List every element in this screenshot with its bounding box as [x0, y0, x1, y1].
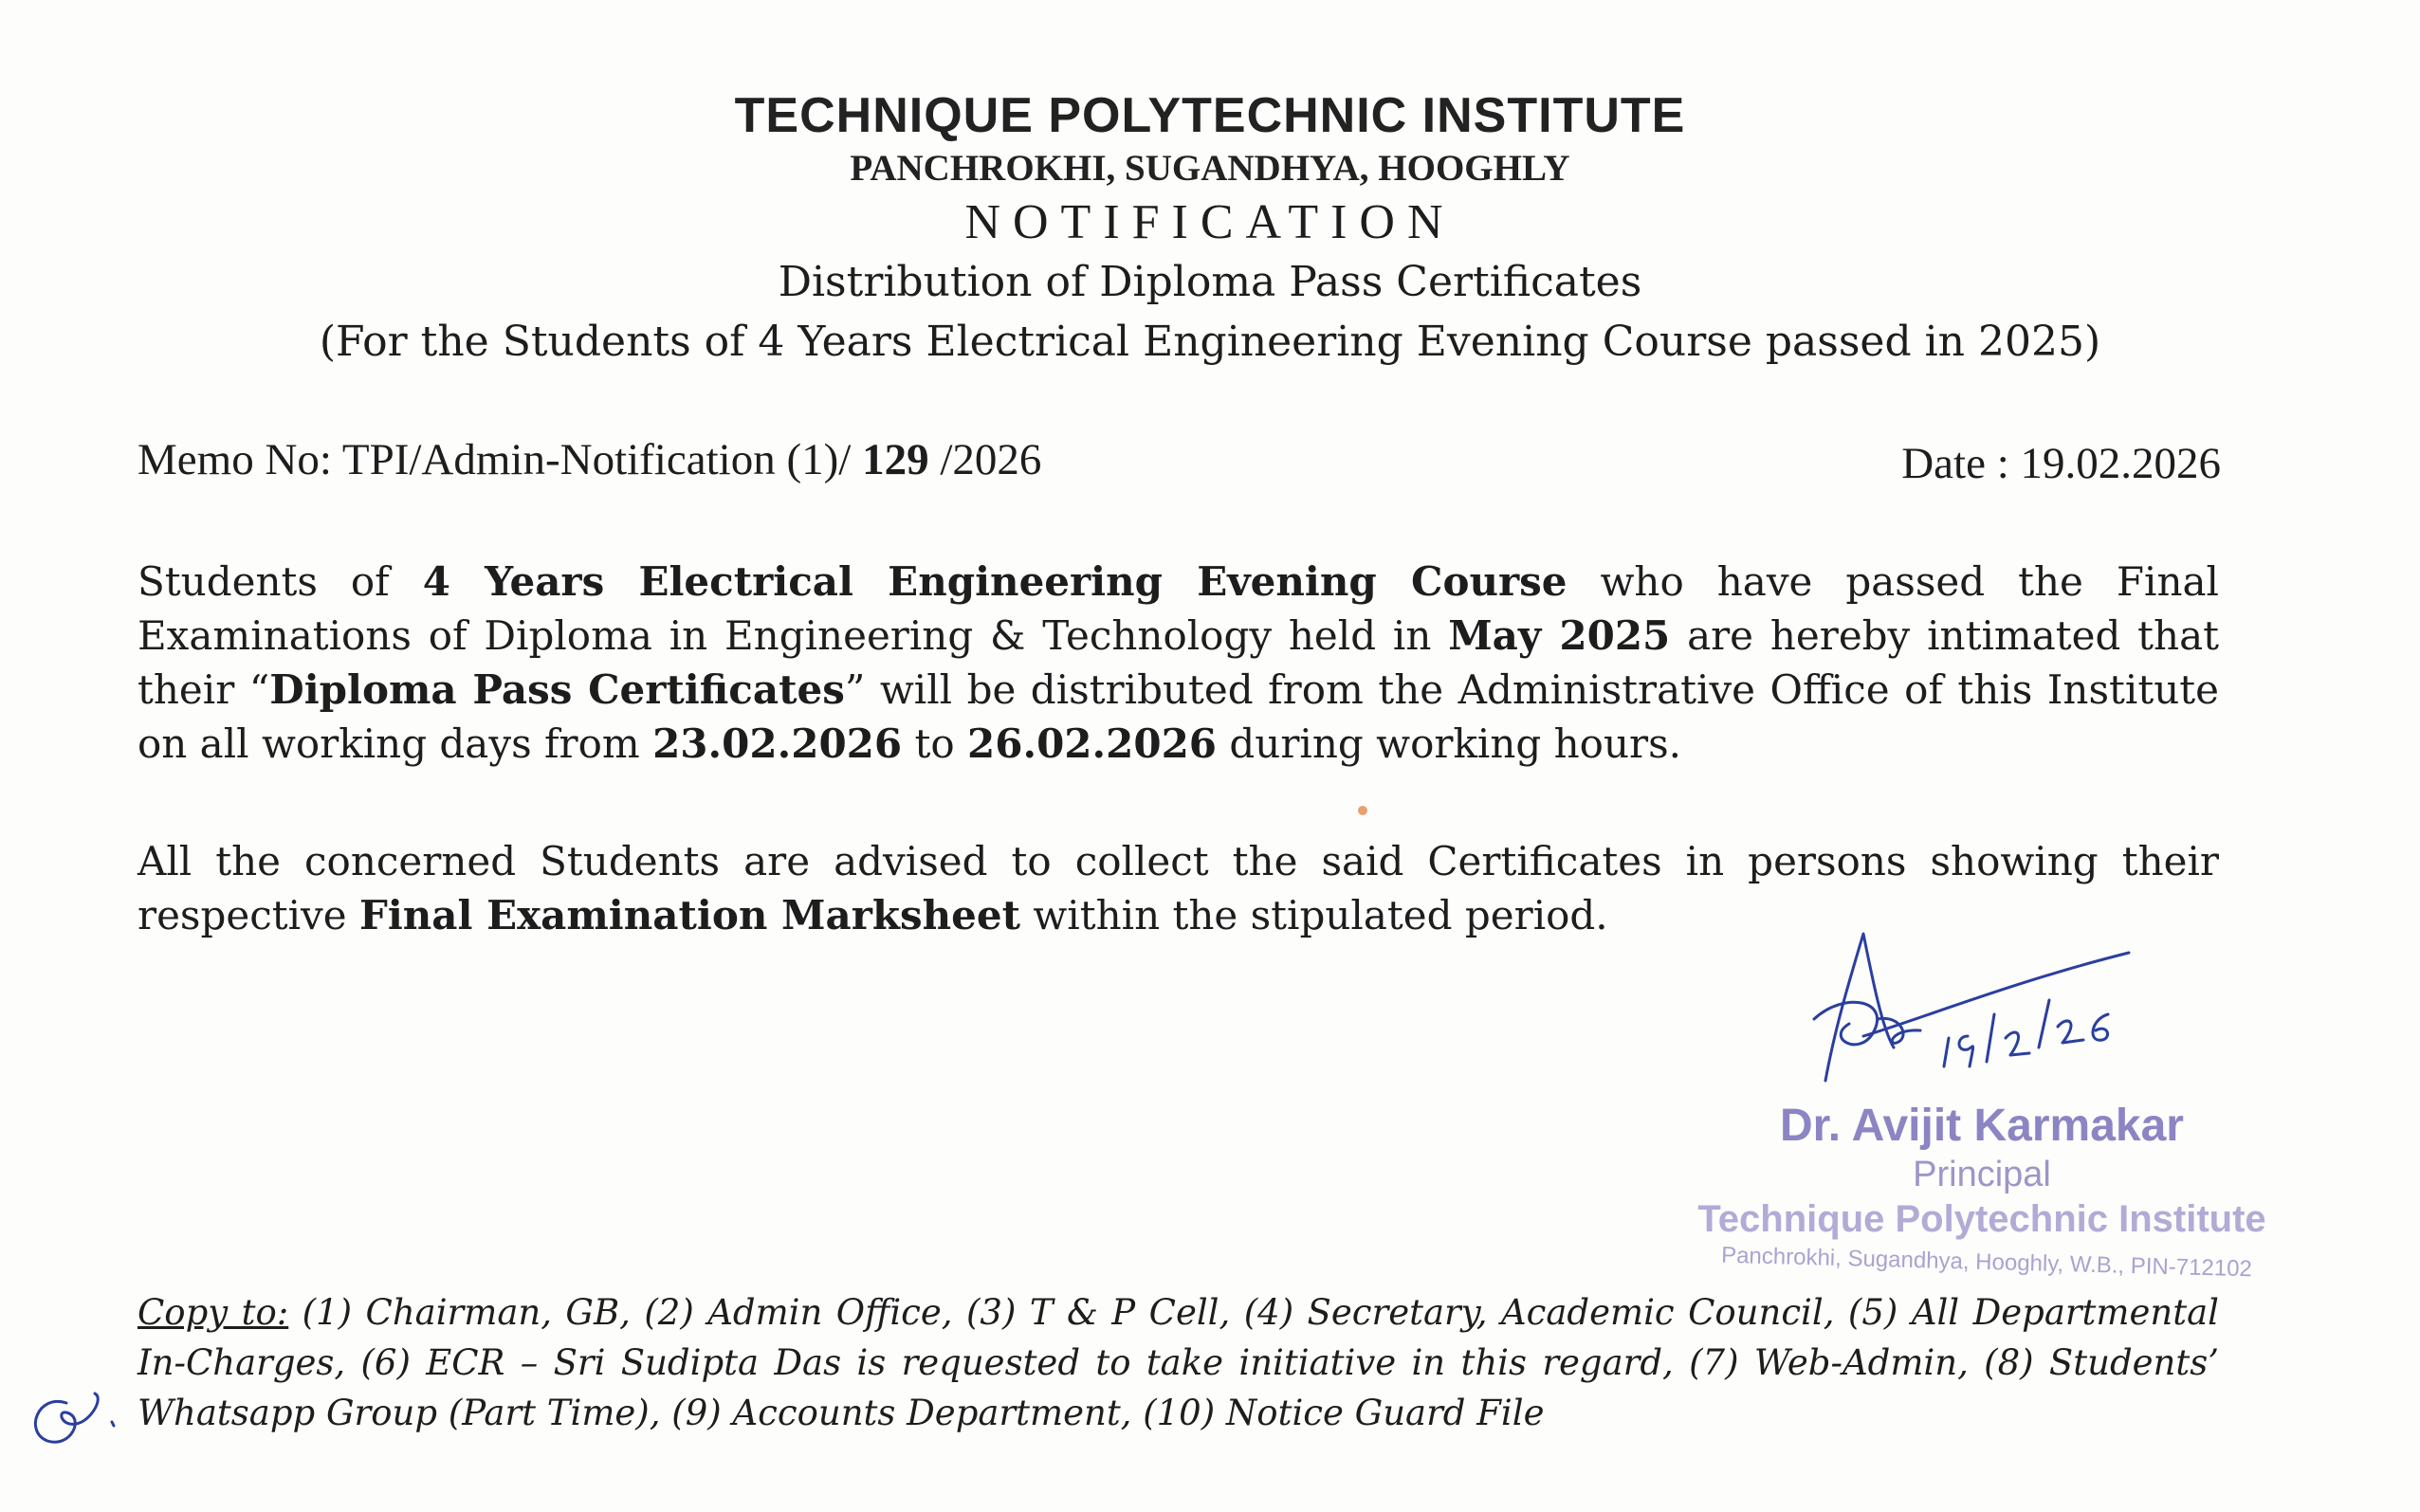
copy-to-list [138, 1287, 2219, 1438]
copy-to-label: Copy to: [138, 1292, 289, 1333]
principal-signature [1806, 924, 2186, 1114]
handwritten-initials [19, 1375, 123, 1460]
p1-text-6: during working hours. [1217, 720, 1681, 767]
institute-name: TECHNIQUE POLYTECHNIC INSTITUTE [734, 88, 1686, 143]
memo-suffix: /2026 [928, 435, 1042, 484]
p1-start-date: 23.02.2026 [652, 720, 903, 767]
notice-date [1901, 438, 2221, 489]
p2-marksheet: Final Examination Marksheet [359, 892, 1020, 938]
p2-text-1: All the concerned Students are advised to collect the said Certificates in persons showing their respective [138, 838, 2219, 938]
memo-serial: 129 [862, 435, 929, 484]
p2-text-2: within the stipulated period. [1020, 892, 1608, 938]
p1-course: 4 Years Electrical Engineering Evening Course [422, 558, 1568, 605]
stamp-institute: Technique Polytechnic Institute [1697, 1198, 2266, 1240]
p1-text-4: ” will be distributed from the Administrative Office of this Institute on all working days from [138, 666, 2219, 767]
p1-certificate: Diploma Pass Certificates [269, 666, 845, 713]
notice-course-line: (For the Students of 4 Years Electrical Engineering Evening Course passed in 2025) [319, 318, 2101, 366]
principal-name: Dr. Avijit Karmakar [1780, 1101, 2184, 1151]
p1-text-5: to [902, 720, 967, 767]
p1-text-2: who have passed the Final Examinations of Diploma in Engineering & Technology held in [138, 558, 2219, 659]
ink-dot [1358, 806, 1367, 815]
memo-number [138, 434, 1041, 485]
notice-subject: Distribution of Diploma Pass Certificates [778, 258, 1642, 306]
p1-text-1: Students of [138, 558, 423, 605]
body-paragraph-1 [138, 555, 2219, 771]
date-label: Date : [1901, 439, 2021, 488]
handwritten-date [1944, 1000, 2108, 1066]
notification-heading: NOTIFICATION [964, 195, 1456, 249]
institute-address: PANCHROKHI, SUGANDHYA, HOOGHLY [850, 148, 1570, 189]
p1-text-3: are hereby intimated that their “ [138, 612, 2220, 713]
p1-end-date: 26.02.2026 [967, 720, 1218, 767]
date-value: 19.02.2026 [2020, 439, 2221, 488]
memo-prefix: Memo No: TPI/Admin-Notification (1)/ [138, 435, 863, 484]
principal-title: Principal [1913, 1155, 2051, 1194]
stamp-address: Panchrokhi, Sugandhya, Hooghly, W.B., PIN-712102 [1720, 1242, 2253, 1283]
p1-exam-month: May 2025 [1448, 612, 1671, 659]
copy-to-recipients: (1) Chairman, GB, (2) Admin Office, (3) T & P Cell, (4) Secretary, Academic Council, (5) All Departmental In-Charges, (6) ECR – Sri Sudipta Das is requested to take initiative in this regard, (7) Web-Admin, (8) Students’ Whatsapp Group (Part Time), (9) Accounts Department, (10) Notice Guard File [138, 1292, 2220, 1433]
